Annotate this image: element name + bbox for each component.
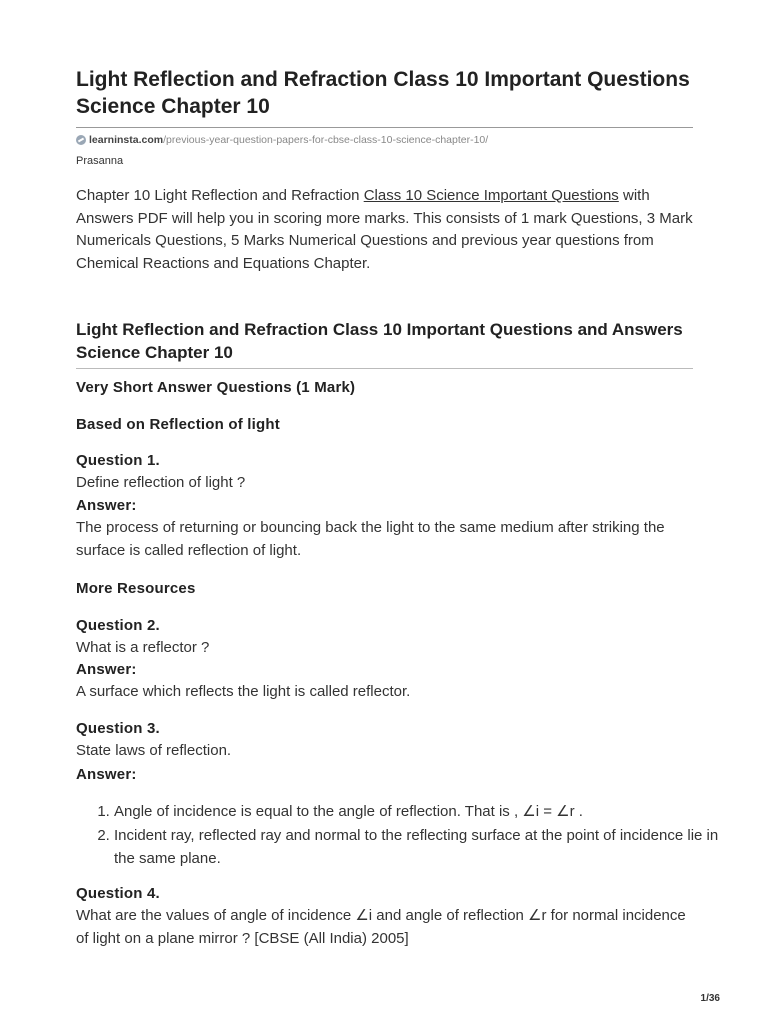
subsection-heading: Based on Reflection of light [76, 416, 280, 433]
question-4-text: What are the values of angle of incidence ∠i and angle of reflection ∠r for normal incidence of light on a plane mirror ? [CBSE (All India) 2005] [76, 907, 686, 947]
source-link[interactable] [76, 133, 488, 147]
source-path: /previous-year-question-papers-for-cbse-class-10-science-chapter-10/ [163, 134, 489, 146]
link-icon [76, 135, 86, 145]
list-item: 1. Angle of incidence is equal to the angle of reflection. That is , ∠i = ∠r . [114, 800, 731, 824]
author-name: Prasanna [76, 155, 124, 167]
question-2-label: Question 2. [76, 617, 160, 634]
answer-3-label: Answer: [76, 766, 137, 783]
question-3-text: State laws of reflection. [76, 742, 232, 759]
answer-2-text: A surface which reflects the light is called reflector. [76, 683, 411, 700]
title-divider [76, 127, 693, 128]
answer-1-text: The process of returning or bouncing back the light to the same medium after striking the surface is called reflection of light. [76, 519, 665, 559]
reflection-laws-list [76, 800, 731, 871]
intro-paragraph: Chapter 10 Light Reflection and Refraction Class 10 Science Important Questions with Answers PDF will help you in scoring more marks. This consists of 1 mark Questions, 3 Mark Numericals Questions, 5 Marks Numerical Questions and previous year questions from Chemical Reactions and Equations Chapter. [76, 187, 693, 272]
page-number: 1/36 [700, 993, 720, 1004]
section-heading: Very Short Answer Questions (1 Mark) [76, 379, 356, 396]
question-3-label: Question 3. [76, 720, 160, 737]
source-domain: learninsta.com [89, 134, 164, 146]
question-1-label: Question 1. [76, 452, 160, 469]
question-4-label: Question 4. [76, 885, 160, 902]
section-title: Light Reflection and Refraction Class 10 Important Questions and Answers Science Chapter 10 [76, 320, 683, 362]
more-resources-heading[interactable]: More Resources [76, 580, 196, 597]
question-2-text: What is a reflector ? [76, 639, 210, 656]
page-title: Light Reflection and Refraction Class 10 Important Questions Science Chapter 10 [76, 68, 690, 118]
answer-2-label: Answer: [76, 661, 137, 678]
list-item: 2. Incident ray, reflected ray and normal to the reflecting surface at the point of incidence lie in the same plane. [114, 824, 731, 871]
section-divider [76, 368, 693, 369]
question-1-text: Define reflection of light ? [76, 474, 246, 491]
important-questions-link[interactable]: Class 10 Science Important Questions [363, 187, 619, 204]
answer-1-label: Answer: [76, 497, 137, 514]
